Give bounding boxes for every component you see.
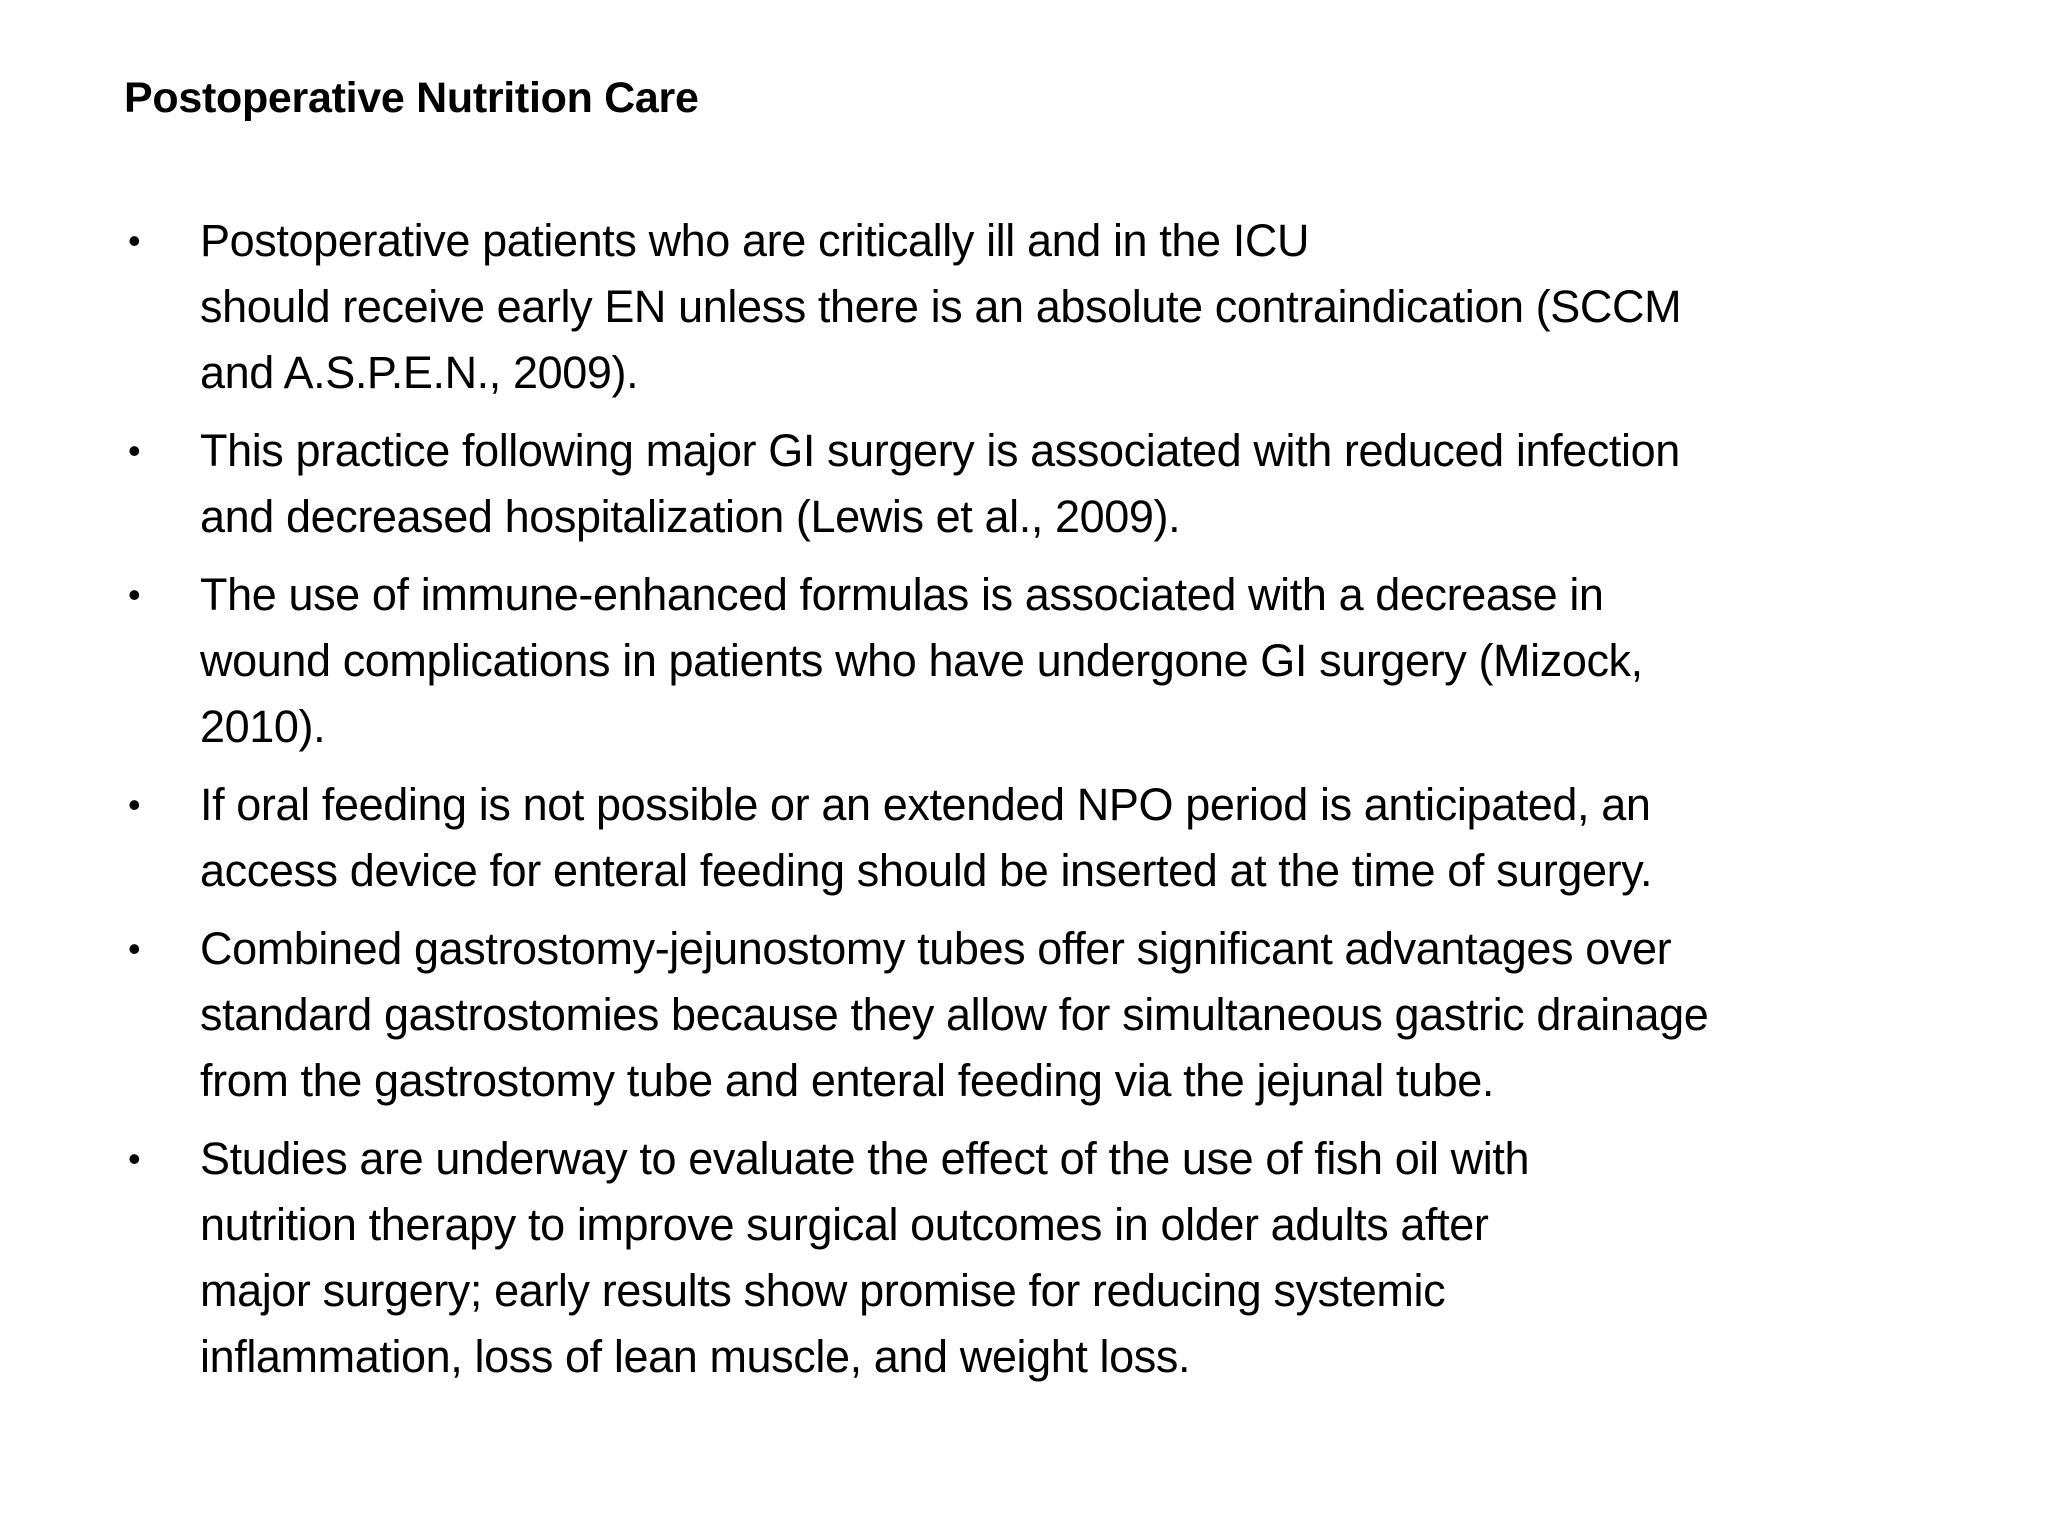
bullet-text: If oral feeding is not possible or an extended NPO period is anticipated, an access device for enteral feeding should be inserted at the time of surgery. (200, 779, 1653, 896)
bullet-text: Studies are underway to evaluate the effect of the use of fish oil with nutrition therapy to improve surgical outcomes in older adults after major surgery; early results show promise for reducing systemic inflammation, loss of lean muscle, and weight loss. (200, 1133, 1530, 1382)
bullet-item (124, 562, 1924, 760)
bullet-text: Postoperative patients who are critically ill and in the ICU should receive early EN unless there is an absolute contraindication (SCCM and A.S.P.E.N., 2009). (200, 215, 1682, 398)
bullet-dot-icon: • (128, 574, 141, 615)
bullet-text: This practice following major GI surgery is associated with reduced infection and decreased hospitalization (Lewis et al., 2009). (200, 425, 1680, 542)
bullet-text: Combined gastrostomy-jejunostomy tubes offer significant advantages over standard gastrostomies because they allow for simultaneous gastric drainage from the gastrostomy tube and enteral feeding via the jejunal tube. (200, 923, 1709, 1106)
bullet-item (124, 208, 1924, 406)
bullet-item (124, 418, 1924, 550)
bullet-dot-icon: • (128, 928, 141, 969)
bullet-dot-icon: • (128, 430, 141, 471)
bullet-dot-icon: • (128, 784, 141, 825)
bullet-text: The use of immune-enhanced formulas is associated with a decrease in wound complications in patients who have undergone GI surgery (Mizock, 2010). (200, 569, 1643, 752)
bullet-item (124, 916, 1924, 1114)
bullet-item (124, 1126, 1924, 1390)
bullet-item (124, 772, 1924, 904)
bullet-dot-icon: • (128, 220, 141, 261)
bullet-list (124, 208, 1924, 1402)
bullet-dot-icon: • (128, 1138, 141, 1179)
slide-title: Postoperative Nutrition Care (124, 74, 699, 122)
